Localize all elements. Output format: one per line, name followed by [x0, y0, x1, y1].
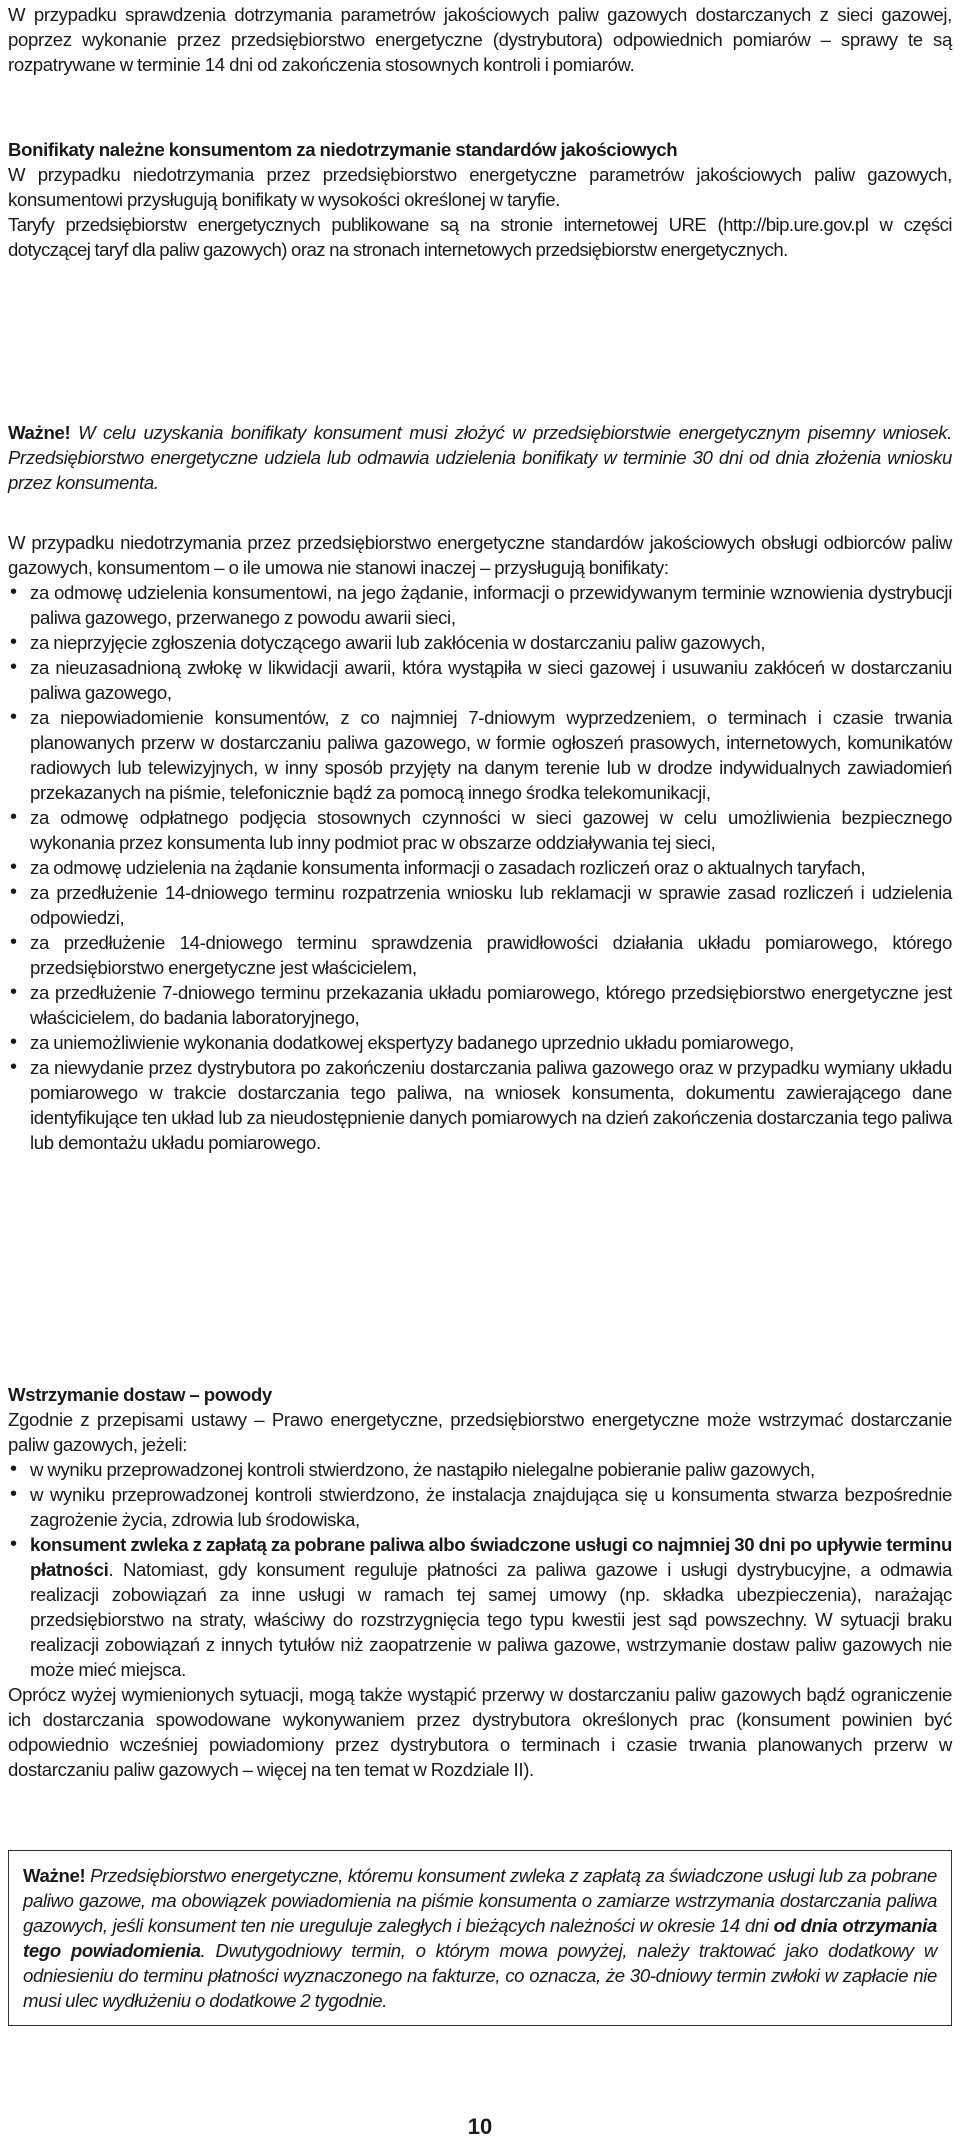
list-item: • za przedłużenie 7-dniowego terminu przekazania układu pomiarowego, którego przedsiębiorstwo energetyczne jest właścicielem, do badania laboratoryjnego, [8, 980, 952, 1030]
supply-suspension-section [8, 1382, 952, 1782]
overdue-payment-explanation: . Natomiast, gdy konsument reguluje płatności za paliwa gazowe i usługi dystrybucyjne, a odmawia realizacji zobowiązań za inne usługi w ramach tej samej umowy (np. składka ubezpieczenia), narażając przedsiębiorstwo na straty, właściwy do rozstrzygnięcia tego typu kwestii jest sąd powszechny. W sytuacji braku realizacji zobowiązań z innych tytułów niż zaopatrzenie w paliwa gazowe, wstrzymanie dostaw paliw gazowych nie może mieć miejsca. [30, 1559, 952, 1680]
bonus-section [8, 137, 952, 262]
service-standards-section [8, 530, 952, 1155]
section-heading-wstrzymanie: Wstrzymanie dostaw – powody [8, 1384, 272, 1405]
note-1-text [8, 420, 952, 495]
note-2-body-start: Przedsiębiorstwo energetyczne, któremu konsument zwleka z zapłatą za świadczone usługi lub za pobrane paliwo gazowe, ma obowiązek powiadomienia na piśmie konsumenta o zamiarze wstrzymania dostarczania paliwa gazowych, jeśli konsument ten nie ureguluje zaległych i bieżących należności w okresie 14 dni [23, 1865, 937, 1936]
list-item: • za odmowę odpłatnego podjęcia stosownych czynności w sieci gazowej w celu umożliwienia bezpiecznego wykonania przez konsumenta lub inny podmiot prac w obszarze oddziaływania tej sieci, [8, 805, 952, 855]
list-item: • za nieuzasadnioną zwłokę w likwidacji awarii, która wystąpiła w sieci gazowej i usuwaniu zakłóceń w dostarczaniu paliwa gazowego, [8, 655, 952, 705]
section-heading-bonifikaty: Bonifikaty należne konsumentom za niedotrzymanie standardów jakościowych [8, 139, 678, 160]
list-item: • za niepowiadomienie konsumentów, z co najmniej 7-dniowym wyprzedzeniem, o terminach i czasie trwania planowanych przerw w dostarczaniu paliwa gazowego, w formie ogłoszeń prasowych, internetowych, komunikatów radiowych lub telewizyjnych, w inny sposób przyjęty na danym terenie lub w drodze indywidualnych zawiadomień przekazanych na piśmie, telefonicznie bądź za pomocą innego środka telekomunikacji, [8, 705, 952, 805]
note-2-body-end: . Dwutygodniowy termin, o którym mowa powyżej, należy traktować jako dodatkowy w odniesieniu do terminu płatności wyznaczonego na fakturze, co oznacza, że 30-dniowy termin zwłoki w zapłacie nie musi ulec wydłużeniu o dodatkowe 2 tygodnie. [23, 1940, 937, 2011]
note-1-lead: Ważne! [8, 422, 71, 443]
bonus-paragraph-1: W przypadku niedotrzymania przez przedsiębiorstwo energetyczne parametrów jakościowych paliw gazowych, konsumentowi przysługują bonifikaty w wysokości określonej w taryfie. [8, 164, 952, 210]
suspension-closing: Oprócz wyżej wymienionych sytuacji, mogą także wystąpić przerwy w dostarczaniu paliw gazowych bądź ograniczenie ich dostarczania spowodowane wykonywaniem przez dystrybutora określonych prac (konsument powinien być odpowiednio wcześniej powiadomiony przez dystrybutora o terminach i czasie trwania planowanych przerw w dostarczaniu paliw gazowych – więcej na ten temat w Rozdziale II). [8, 1684, 952, 1780]
note-1-body: W celu uzyskania bonifikaty konsument musi złożyć w przedsiębiorstwie energetycznym pisemny wniosek. Przedsiębiorstwo energetyczne udziela lub odmawia udzielenia bonifikaty w terminie 30 dni od dnia złożenia wniosku przez konsumenta. [8, 422, 952, 493]
list-item: • za nieprzyjęcie zgłoszenia dotyczącego awarii lub zakłócenia w dostarczaniu paliw gazowych, [8, 630, 952, 655]
service-standards-list [8, 580, 952, 1155]
important-note-1 [8, 420, 952, 495]
suspension-intro: Zgodnie z przepisami ustawy – Prawo energetyczne, przedsiębiorstwo energetyczne może wstrzymać dostarczanie paliw gazowych, jeżeli: [8, 1409, 952, 1455]
list-item: • w wyniku przeprowadzonej kontroli stwierdzono, że nastąpiło nielegalne pobieranie paliw gazowych, [8, 1457, 952, 1482]
list-item: • za odmowę udzielenia konsumentowi, na jego żądanie, informacji o przewidywanym terminie wznowienia dystrybucji paliwa gazowego, przerwanego z powodu awarii sieci, [8, 580, 952, 630]
list-item: • za uniemożliwienie wykonania dodatkowej ekspertyzy badanego uprzednio układu pomiarowego, [8, 1030, 952, 1055]
list-item: • w wyniku przeprowadzonej kontroli stwierdzono, że instalacja znajdująca się u konsumenta stwarza bezpośrednie zagrożenie życia, zdrowia lub środowiska, [8, 1482, 952, 1532]
service-standards-intro: W przypadku niedotrzymania przez przedsiębiorstwo energetyczne standardów jakościowych obsługi odbiorców paliw gazowych, konsumentom – o ile umowa nie stanowi inaczej – przysługują bonifikaty: [8, 532, 952, 578]
list-item [8, 1532, 952, 1682]
important-note-2 [8, 1850, 952, 2026]
note-2-lead: Ważne! [23, 1865, 86, 1886]
list-item: • za odmowę udzielenia na żądanie konsumenta informacji o zasadach rozliczeń oraz o aktualnych taryfach, [8, 855, 952, 880]
list-item: • za przedłużenie 14-dniowego terminu sprawdzenia prawidłowości działania układu pomiarowego, którego przedsiębiorstwo energetyczne jest właścicielem, [8, 930, 952, 980]
list-item: • za niewydanie przez dystrybutora po zakończeniu dostarczania paliwa gazowego oraz w przypadku wymiany układu pomiarowego w trakcie dostarczania tego paliwa, na wniosek konsumenta, dokumentu zawierającego dane identyfikujące ten układ lub za nieudostępnienie danych pomiarowych na dzień zakończenia dostarczania tego paliwa lub demontażu układu pomiarowego. [8, 1055, 952, 1155]
page-number: 10 [467, 2114, 493, 2139]
list-item: • za przedłużenie 14-dniowego terminu rozpatrzenia wniosku lub reklamacji w sprawie zasad rozliczeń i udzielenia odpowiedzi, [8, 880, 952, 930]
suspension-list [8, 1457, 952, 1682]
overdue-payment-condition: konsument zwleka z zapłatą za pobrane paliwa albo świadczone usługi co najmniej 30 dni po upływie terminu płatności [30, 1534, 952, 1580]
note-2-body-emphasis: od dnia otrzymania tego powiadomienia [23, 1915, 937, 1961]
note-2-text [23, 1863, 937, 2013]
intro-paragraph: W przypadku sprawdzenia dotrzymania parametrów jakościowych paliw gazowych dostarczanych z sieci gazowej, poprzez wykonanie przez przedsiębiorstwo energetyczne (dystrybutora) odpowiednich pomiarów – sprawy te są rozpatrywane w terminie 14 dni od zakończenia stosownych kontroli i pomiarów. [8, 4, 952, 75]
bonus-paragraph-2: Taryfy przedsiębiorstw energetycznych publikowane są na stronie internetowej URE (http://bip.ure.gov.pl w części dotyczącej taryf dla paliw gazowych) oraz na stronach internetowych przedsiębiorstw energetycznych. [8, 214, 952, 260]
